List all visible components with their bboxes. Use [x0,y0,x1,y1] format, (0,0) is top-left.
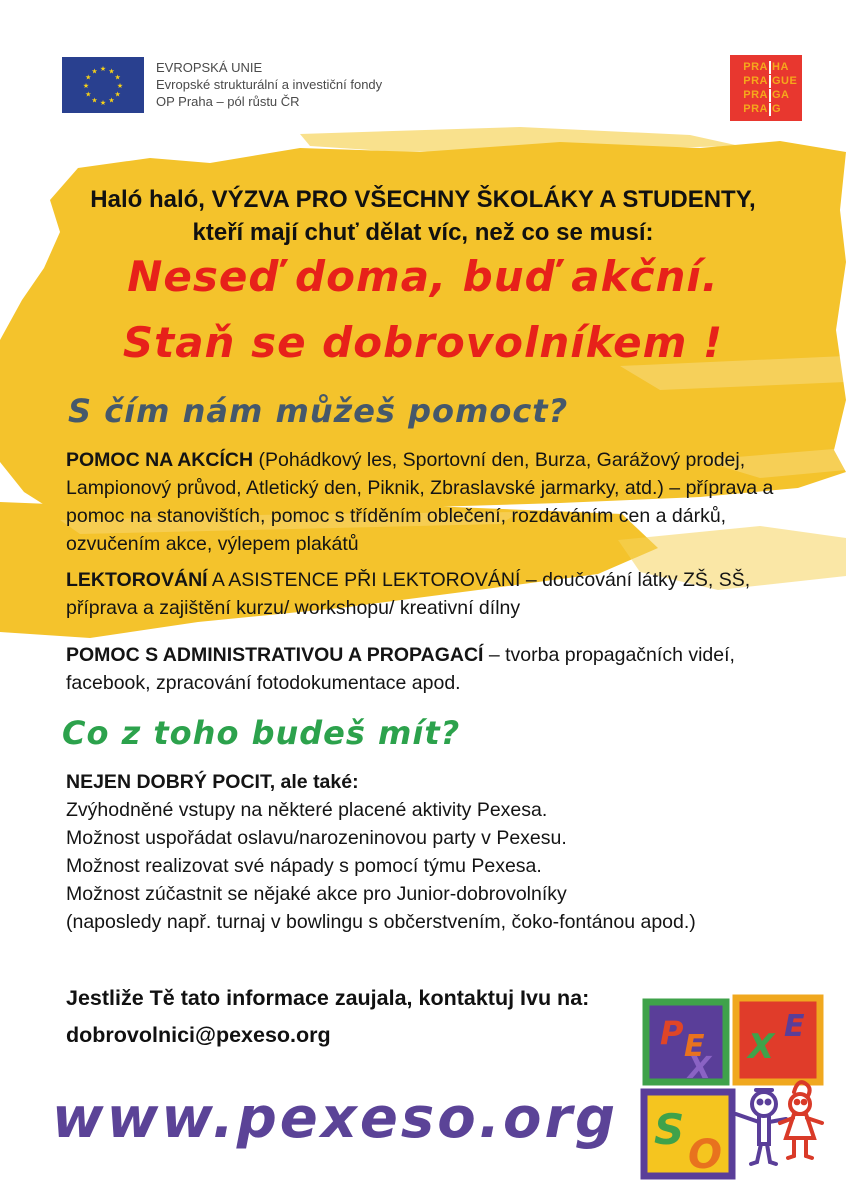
svg-text:★: ★ [99,66,107,73]
help-item-events-text: (Pohádkový les, Sportovní den, Burza, Garážový prodej, Lampionový průvod, Atletický den, Piknik, Zbraslavské jarmarky, atd.) – příprava a pomoc na stanovištích, pomoc s tříděním oblečení, rozdáváním cen a dárků, ozvučením akce, výlepem plakátů [66,449,774,555]
prague-row-left: PRA [743,102,768,115]
svg-text:★: ★ [91,68,98,76]
pexeso-letter-e1: E [684,1029,705,1064]
prague-row-left: PRA [743,74,768,87]
prague-logo-row [730,103,802,116]
prague-row-left: PRA [743,60,768,73]
benefits-list [66,768,801,936]
eu-logo-block [62,57,382,113]
help-item-events [66,446,801,558]
prague-logo-divider [769,75,771,88]
prague-logo-row [730,61,802,74]
headline [0,183,846,249]
benefits-section-heading: Co z toho budeš mít? [62,714,461,752]
prague-logo-row [730,89,802,102]
prague-logo-divider [769,103,771,116]
prague-row-right: G [772,102,782,115]
svg-text:★: ★ [85,91,92,99]
eu-logo-text [156,57,382,110]
help-item-admin [66,641,801,697]
benefit-item: Možnost realizovat své nápady s pomocí týmu Pexesa. [66,855,542,877]
svg-text:★: ★ [108,68,115,76]
benefit-item: Možnost zúčastnit se nějaké akce pro Junior-dobrovolníky [66,883,567,905]
contact-line: Jestliže Tě tato informace zaujala, kontaktuj Ivu na: [66,986,590,1010]
help-item-admin-text: – tvorba propagačních videí, facebook, zpracování fotodokumentace apod. [66,644,735,694]
slogan-line1: Neseď doma, buď akční. [127,252,719,301]
svg-text:★: ★ [116,83,124,90]
svg-text:★: ★ [99,100,107,107]
pexeso-boy-figure [736,1090,786,1164]
prague-logo-divider [769,89,771,102]
help-item-teaching-title: LEKTOROVÁNÍ [66,569,208,591]
eu-program: OP Praha – pól růstu ČR [156,94,300,109]
eu-subtitle: Evropské strukturální a investiční fondy [156,77,383,92]
benefits-intro: NEJEN DOBRÝ POCIT, ale také: [66,771,359,793]
help-section-heading: S čím nám můžeš pomoct? [68,392,569,430]
contact-email: dobrovolnici@pexeso.org [66,1023,331,1047]
headline-line1: Haló haló, VÝZVA PRO VŠECHNY ŠKOLÁKY A STUDENTY, [90,186,756,213]
help-item-admin-title: POMOC S ADMINISTRATIVOU A PROPAGACÍ [66,644,484,666]
pexeso-letter-p: P [660,1014,684,1052]
eu-flag-icon [62,57,144,113]
prague-logo [730,55,802,121]
help-item-teaching [66,566,801,622]
headline-line2: kteří mají chuť dělat víc, než co se musí: [192,219,654,246]
svg-text:★: ★ [91,97,98,105]
benefit-item: (naposledy např. turnaj v bowlingu s občerstvením, čoko-fontánou apod.) [66,911,696,933]
pexeso-girl-figure [780,1082,822,1158]
pexeso-letter-x1: X [688,1051,712,1086]
pexeso-letter-x2: X [748,1027,775,1067]
svg-text:★: ★ [108,97,115,105]
help-item-events-title: POMOC NA AKCÍCH [66,449,254,471]
prague-row-right: GA [772,88,790,101]
prague-row-left: PRA [743,88,768,101]
svg-text:★: ★ [114,91,121,99]
prague-logo-row [730,75,802,88]
svg-text:★: ★ [85,74,92,82]
pexeso-letter-o: O [688,1132,723,1178]
svg-text:★: ★ [82,83,90,90]
pexeso-letter-s: S [654,1105,685,1154]
benefit-item: Možnost uspořádat oslavu/narozeninovou party v Pexesu. [66,827,567,849]
prague-logo-divider [769,61,771,74]
help-item-teaching-text: A ASISTENCE PŘI LEKTOROVÁNÍ – doučování látky ZŠ, SŠ, příprava a zajištění kurzu/ workshopu/ kreativní dílny [66,569,751,619]
slogan-line2: Staň se dobrovolníkem ! [122,318,724,367]
eu-title: EVROPSKÁ UNIE [156,60,263,75]
prague-row-right: HA [772,60,789,73]
prague-row-right: GUE [772,74,798,87]
pexeso-letter-e2: E [784,1009,805,1044]
contact-block [66,980,589,1054]
svg-text:★: ★ [114,74,121,82]
benefit-item: Zvýhodněné vstupy na některé placené aktivity Pexesa. [66,799,548,821]
pexeso-logo [636,992,832,1182]
website-url: www.pexeso.org [51,1086,619,1151]
